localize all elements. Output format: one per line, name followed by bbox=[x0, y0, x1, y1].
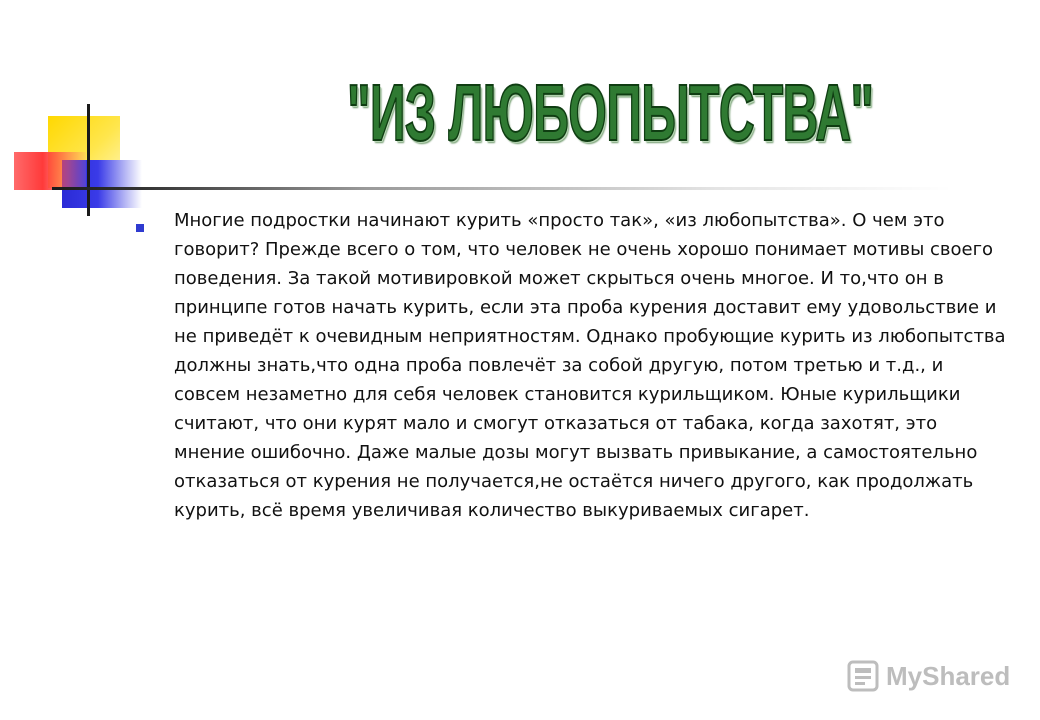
slide-title: "ИЗ ЛЮБОПЫТСТВА" bbox=[346, 68, 874, 157]
myshared-watermark bbox=[846, 656, 1010, 696]
body-bullet-list bbox=[132, 206, 1012, 525]
decorative-vertical-line bbox=[87, 104, 90, 216]
decorative-red-block bbox=[14, 152, 86, 190]
decorative-horizontal-line bbox=[52, 187, 952, 190]
body-paragraph: Многие подростки начинают курить «просто так», «из любопытства». О чем это говорит? Прежде всего о том, что человек не очень хорошо понимает мотивы своего поведения. За такой мотивировкой может скрыться очень многое. И то,что он в принципе готов начать курить, если эта проба курения доставит ему удовольствие и не приведёт к очевидным неприятностям. Однако пробующие курить из любопытства должны знать,что одна проба повлечёт за собой другую, потом третью и т.д., и совсем незаметно для себя человек становится курильщиком. Юные курильщики считают, что они курят мало и смогут отказаться от табака, когда захотят, это мнение ошибочно. Даже малые дозы могут вызвать привыкание, а самостоятельно отказаться от курения не получается,не остаётся ничего другого, как продолжать курить, всё время увеличивая количество выкуриваемых сигарет. bbox=[174, 210, 1006, 521]
myshared-logo-icon bbox=[846, 659, 880, 693]
bullet-item bbox=[132, 206, 1012, 525]
bullet-square-icon bbox=[136, 224, 144, 232]
watermark-text: MyShared bbox=[886, 660, 1011, 691]
